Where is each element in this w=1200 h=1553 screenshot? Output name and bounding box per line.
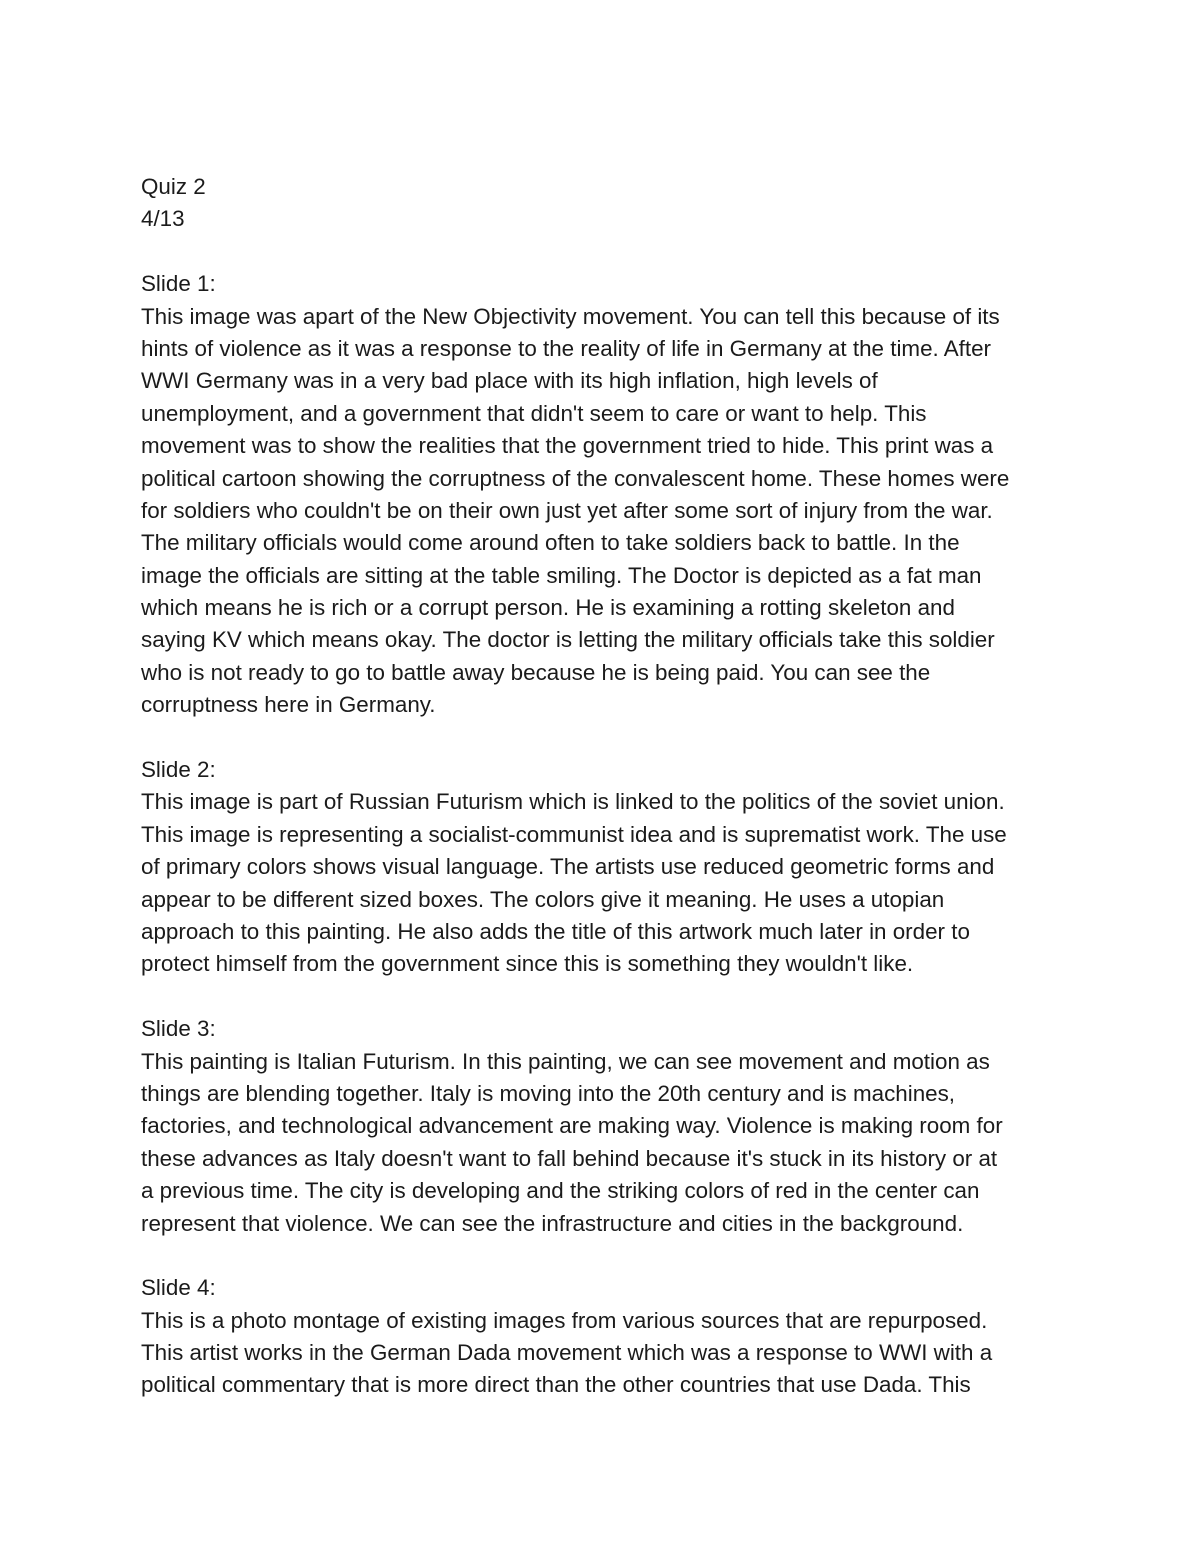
paragraph-line: corruptness here in Germany. [141,692,436,718]
paragraph-line: The military officials would come around often to take soldiers back to battle. In the [141,530,960,556]
paragraph-line: hints of violence as it was a response to the reality of life in Germany at the time. After [141,335,992,361]
paragraph-line: who is not ready to go to battle away because he is being paid. You can see the [141,659,931,685]
slides-container [141,236,1101,1402]
paragraph-line: of primary colors shows visual language. The artists use reduced geometric forms and [141,854,995,880]
paragraph-line: unemployment, and a government that didn't seem to care or want to help. This [141,400,927,426]
paragraph-line: This image was apart of the New Objectivity movement. You can tell this because of its [141,303,1000,329]
section-spacer [141,236,1101,268]
paragraph-line: This image is part of Russian Futurism which is linked to the politics of the soviet union. [141,789,1005,815]
slide-heading: Slide 4: [141,1275,216,1301]
doc-title: Quiz 2 [141,174,206,199]
slide-heading: Slide 1: [141,271,216,297]
paragraph-line: a previous time. The city is developing and the striking colors of red in the center can [141,1178,980,1204]
paragraph-line: protect himself from the government since this is something they wouldn't like. [141,951,914,977]
doc-date: 4/13 [141,206,185,232]
paragraph-line: political commentary that is more direct than the other countries that use Dada. This [141,1372,971,1398]
paragraph-line: represent that violence. We can see the infrastructure and cities in the background. [141,1210,964,1236]
paragraph-line: WWI Germany was in a very bad place with its high inflation, high levels of [141,368,878,394]
slide-section-4 [141,1272,1101,1402]
slide-heading: Slide 2: [141,757,216,783]
paragraph-line: image the officials are sitting at the table smiling. The Doctor is depicted as a fat man [141,562,982,588]
section-spacer [141,722,1101,754]
paragraph-line: for soldiers who couldn't be on their own just yet after some sort of injury from the war. [141,497,993,523]
slide-section-3 [141,1013,1101,1240]
paragraph-line: This image is representing a socialist-communist idea and is suprematist work. The use [141,821,1007,847]
paragraph-line: these advances as Italy doesn't want to fall behind because it's stuck in its history or at [141,1145,998,1171]
paragraph-line: things are blending together. Italy is moving into the 20th century and is machines, [141,1080,956,1106]
paragraph-line: political cartoon showing the corruptness of the convalescent home. These homes were [141,465,1010,491]
section-spacer [141,981,1101,1013]
slide-section-1 [141,268,1101,721]
document-body [141,171,1101,1402]
paragraph-line: This artist works in the German Dada movement which was a response to WWI with a [141,1340,993,1366]
paragraph-line: movement was to show the realities that the government tried to hide. This print was a [141,433,994,459]
paragraph-line: saying KV which means okay. The doctor is letting the military officials take this soldier [141,627,995,653]
paragraph-line: appear to be different sized boxes. The colors give it meaning. He uses a utopian [141,886,945,912]
paragraph-line: This is a photo montage of existing images from various sources that are repurposed. [141,1307,988,1333]
paragraph-line: approach to this painting. He also adds the title of this artwork much later in order to [141,918,970,944]
paragraph-line: which means he is rich or a corrupt person. He is examining a rotting skeleton and [141,595,955,621]
paragraph-line: factories, and technological advancement are making way. Violence is making room for [141,1113,1003,1139]
section-spacer [141,1240,1101,1272]
slide-section-2 [141,754,1101,981]
slide-heading: Slide 3: [141,1016,216,1042]
paragraph-line: This painting is Italian Futurism. In this painting, we can see movement and motion as [141,1048,990,1074]
